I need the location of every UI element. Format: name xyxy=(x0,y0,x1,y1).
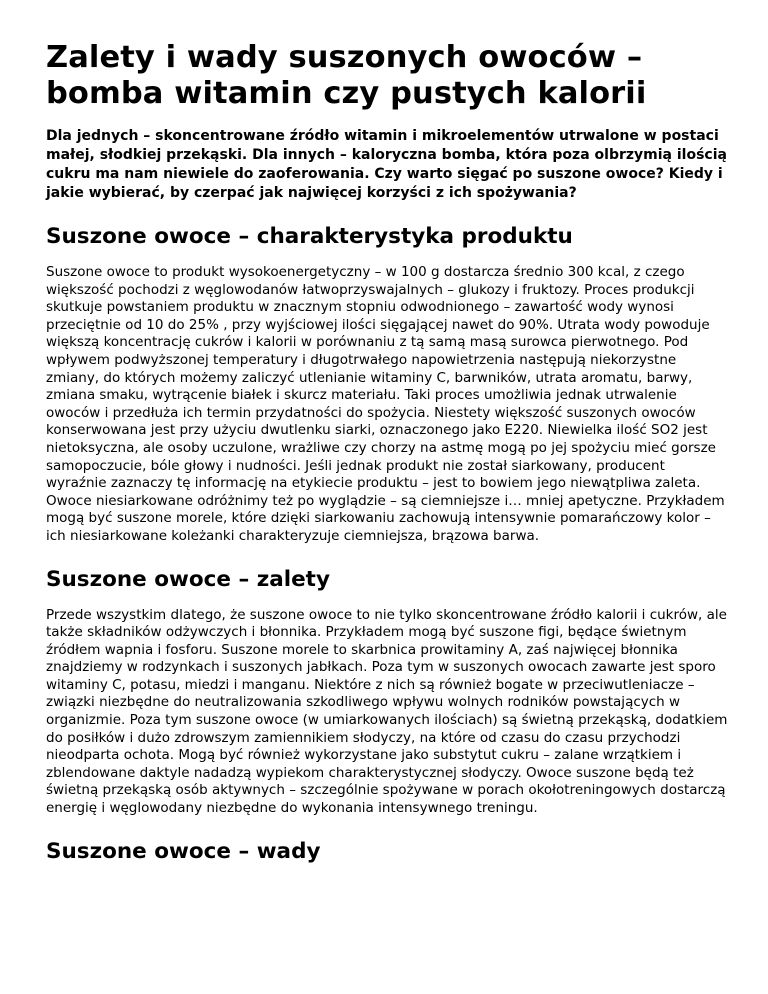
lead-paragraph: Dla jednych – skoncentrowane źródło witamin i mikroelementów utrwalone w postaci małej, słodkiej przekąski. Dla innych – kaloryczna bomba, która poza olbrzymią ilością cukru ma nam niewiele do zaoferowania. Czy warto sięgać po suszone owoce? Kiedy i jakie wybierać, by czerpać jak najwięcej korzyści z ich spożywania? xyxy=(46,128,727,201)
section-heading-advantages: Suszone owoce – zalety xyxy=(46,566,330,592)
section-heading-characteristics: Suszone owoce – charakterystyka produktu xyxy=(46,224,573,249)
section-text-characteristics: Suszone owoce to produkt wysokoenergetyczny – w 100 g dostarcza średnio 300 kcal, z czego większość pochodzi z węglowodanów łatwoprzyswajalnych – glukozy i fruktozy. Proces produkcji skutkuje powstaniem produktu w znacznym stopniu odwodnionego – zawartość wody wynosi przeciętnie od 10 do 25% , przy wyjściowej ilości sięgającej nawet do 90%. Utrata wody powoduje większą koncentrację cukrów i kalorii w porównaniu z tą samą masą surowca pierwotnego. Pod wpływem podwyższonej temperatury i długotrwałego napowietrzenia następują niekorzystne zmiany, do których możemy zaliczyć utlenianie witaminy C, barwników, utrata aromatu, barwy, zmiana smaku, wytrącenie białek i skurcz materiału. Taki proces umożliwia jednak utrwalenie owoców i przedłuża ich termin przydatności do spożycia. Niestety większość suszonych owoców konserwowana jest przy użyciu dwutlenku siarki, oznaczonego jako E220. Niewielka ilość SO2 jest nietoksyczna, ale osoby uczulone, wrażliwe czy chorzy na astmę mogą po jej spożyciu mieć gorsze samopoczucie, bóle głowy i nudności. Jeśli jednak produkt nie został siarkowany, producent wyraźnie zaznaczy tę informację na etykiecie produktu – jest to bowiem jego niewątpliwa zaleta. Owoce niesiarkowane odróżnimy też po wyglądzie – są ciemniejsze i… mniej apetyczne. Przykładem mogą być suszone morele, które dzięki siarkowaniu zachowują intensywnie pomarańczowy kolor – ich niesiarkowane koleżanki charakteryzuje ciemniejsza, brązowa barwa. xyxy=(46,264,725,544)
section-heading-disadvantages: Suszone owoce – wady xyxy=(46,838,321,864)
page-title: Zalety i wady suszonych owoców – bomba witamin czy pustych kalorii xyxy=(46,40,647,111)
section-text-advantages: Przede wszystkim dlatego, że suszone owoce to nie tylko skoncentrowane źródło kalorii i cukrów, ale także składników odżywczych i błonnika. Przykładem mogą być suszone figi, będące świetnym źródłem wapnia i fosforu. Suszone morele to skarbnica prowitaminy A, zaś najwięcej błonnika znajdziemy w rodzynkach i suszonych jabłkach. Poza tym w suszonych owocach zawarte jest sporo witaminy C, potasu, miedzi i manganu. Niektóre z nich są również bogate w przeciwutleniacze – związki niezbędne do neutralizowania szkodliwego wpływu wolnych rodników powstających w organizmie. Poza tym suszone owoce (w umiarkowanych ilościach) są świetną przekąską, dodatkiem do posiłków i dużo zdrowszym zamiennikiem słodyczy, na które od czasu do czasu przychodzi nieodparta ochota. Mogą być również wykorzystane jako substytut cukru – zalane wrzątkiem i zblendowane daktyle nadadzą wypiekom charakterystycznej słodyczy. Owoce suszone będą też świetną przekąską osób aktywnych – szczególnie spożywane w porach okołotreningowych dostarczą energię i węglowodany niezbędne do wykonania intensywnego treningu. xyxy=(46,606,728,817)
